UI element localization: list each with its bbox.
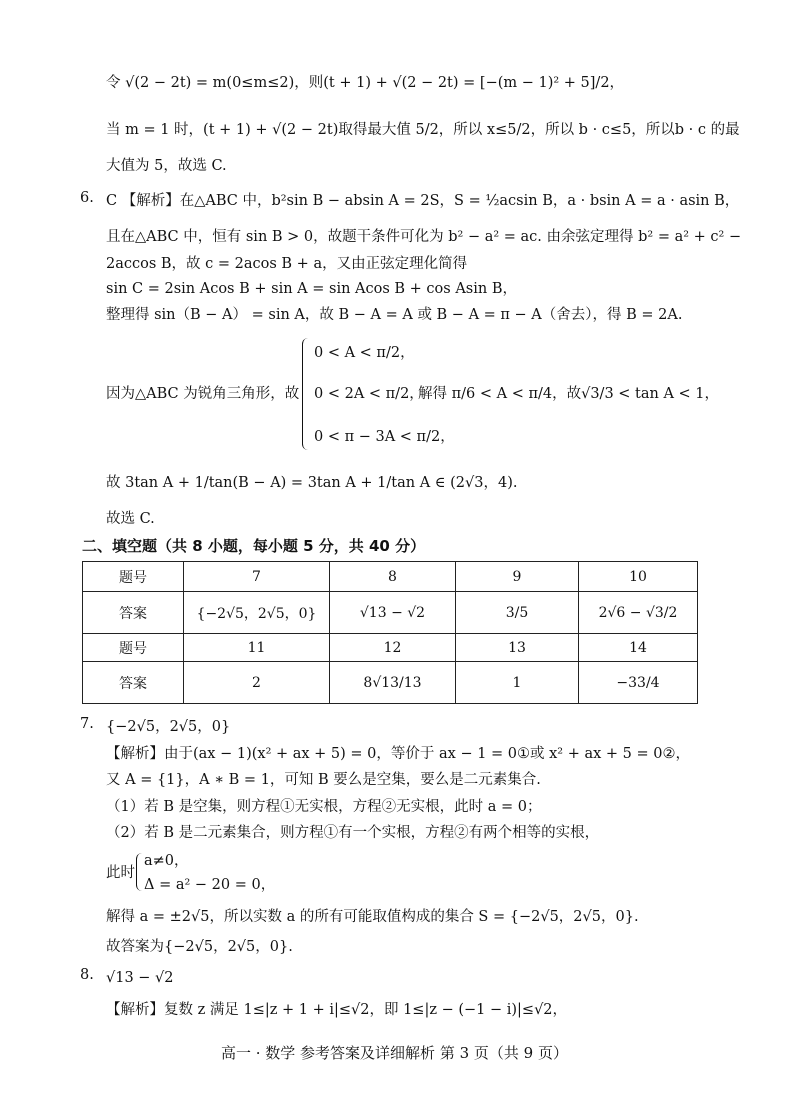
q8-line-a: 【解析】复数 z 满足 1≤|z + 1 + i|≤√2，即 1≤|z − (−1 − i)|≤√2， bbox=[106, 1002, 568, 1018]
item-number-6: 6. bbox=[80, 190, 94, 206]
line-13: 故选 C. bbox=[106, 511, 155, 527]
system-row-3: 0 < π − 3A < π/2， bbox=[314, 429, 455, 445]
section-heading: 二、填空题（共 8 小题，每小题 5 分，共 40 分） bbox=[82, 537, 426, 555]
table-cell: 8 bbox=[330, 562, 456, 592]
table-cell: {−2√5，2√5，0} bbox=[184, 592, 330, 634]
table-cell: 12 bbox=[330, 634, 456, 662]
q7-system-row-1: a≠0， bbox=[144, 853, 189, 869]
q7-line-d: （2）若 B 是二元素集合，则方程①有一个实根，方程②有两个相等的实根， bbox=[106, 825, 600, 841]
item-number-7: 7. bbox=[80, 716, 94, 732]
table-cell: 题号 bbox=[83, 562, 184, 592]
line-7: 且在△ABC 中，恒有 sin B > 0，故题干条件可化为 b² − a² = ac. 由余弦定理得 b² = a² + c² − bbox=[106, 229, 742, 245]
table-cell: 7 bbox=[184, 562, 330, 592]
table-cell: 9 bbox=[456, 562, 579, 592]
answer-table bbox=[82, 561, 698, 704]
table-cell: 3/5 bbox=[456, 592, 579, 634]
system-row-2: 0 < 2A < π/2， bbox=[314, 386, 424, 402]
item-number-8: 8. bbox=[80, 967, 94, 983]
table-cell: 10 bbox=[579, 562, 698, 592]
line-9: sin C = 2sin Acos B + sin A = sin Acos B + cos Asin B， bbox=[106, 281, 517, 297]
line-11-prefix: 因为△ABC 为锐角三角形，故 bbox=[106, 386, 300, 402]
table-cell: 1 bbox=[456, 662, 579, 704]
line-8: 2accos B，故 c = 2acos B + a，又由正弦定理化简得 bbox=[106, 256, 468, 272]
q7-line-f: 解得 a = ±2√5，所以实数 a 的所有可能取值构成的集合 S = {−2√5，2√5，0}. bbox=[106, 909, 639, 925]
line-2: 当 m = 1 时，(t + 1) + √(2 − 2t)取得最大值 5/2，所以 x≤5/2，所以 b · c≤5，所以b · c 的最 bbox=[106, 122, 740, 138]
table-cell: 2 bbox=[184, 662, 330, 704]
table-cell: 14 bbox=[579, 634, 698, 662]
q7-answer: {−2√5，2√5，0} bbox=[106, 719, 231, 735]
line-10: 整理得 sin（B − A） = sin A，故 B − A = A 或 B − A = π − A（舍去），得 B = 2A. bbox=[106, 307, 683, 323]
line-3: 大值为 5，故选 C. bbox=[106, 158, 227, 174]
line-12: 故 3tan A + 1/tan(B − A) = 3tan A + 1/tan A ∈ (2√3，4). bbox=[106, 475, 518, 491]
table-cell: 11 bbox=[184, 634, 330, 662]
line-1: 令 √(2 − 2t) = m(0≤m≤2)，则(t + 1) + √(2 − 2t) = [−(m − 1)² + 5]/2， bbox=[106, 75, 625, 91]
q7-system-row-2: Δ = a² − 20 = 0， bbox=[144, 877, 276, 893]
q8-answer: √13 − √2 bbox=[106, 970, 174, 986]
q7-line-a: 【解析】由于(ax − 1)(x² + ax + 5) = 0，等价于 ax − 1 = 0①或 x² + ax + 5 = 0②， bbox=[106, 746, 690, 762]
table-cell: √13 − √2 bbox=[330, 592, 456, 634]
q7-line-g: 故答案为{−2√5，2√5，0}. bbox=[106, 939, 293, 955]
q7-line-e-prefix: 此时 bbox=[106, 865, 135, 881]
q7-line-b: 又 A = {1}，A ∗ B = 1，可知 B 要么是空集，要么是二元素集合. bbox=[106, 772, 541, 788]
page-footer: 高一 · 数学 参考答案及详细解析 第 3 页（共 9 页） bbox=[220, 1044, 568, 1062]
table-cell: 答案 bbox=[83, 592, 184, 634]
table-cell: 2√6 − √3/2 bbox=[579, 592, 698, 634]
system-row-1: 0 < A < π/2， bbox=[314, 345, 415, 361]
table-cell: 8√13/13 bbox=[330, 662, 456, 704]
table-cell: 题号 bbox=[83, 634, 184, 662]
line-6: C 【解析】在△ABC 中，b²sin B − absin A = 2S，S = ½acsin B，a · bsin A = a · asin B， bbox=[106, 193, 740, 209]
q7-line-c: （1）若 B 是空集，则方程①无实根，方程②无实根，此时 a = 0； bbox=[106, 799, 542, 815]
table-cell: 答案 bbox=[83, 662, 184, 704]
line-11-suffix: 解得 π/6 < A < π/4，故√3/3 < tan A < 1， bbox=[418, 386, 720, 402]
table-cell: 13 bbox=[456, 634, 579, 662]
table-cell: −33/4 bbox=[579, 662, 698, 704]
